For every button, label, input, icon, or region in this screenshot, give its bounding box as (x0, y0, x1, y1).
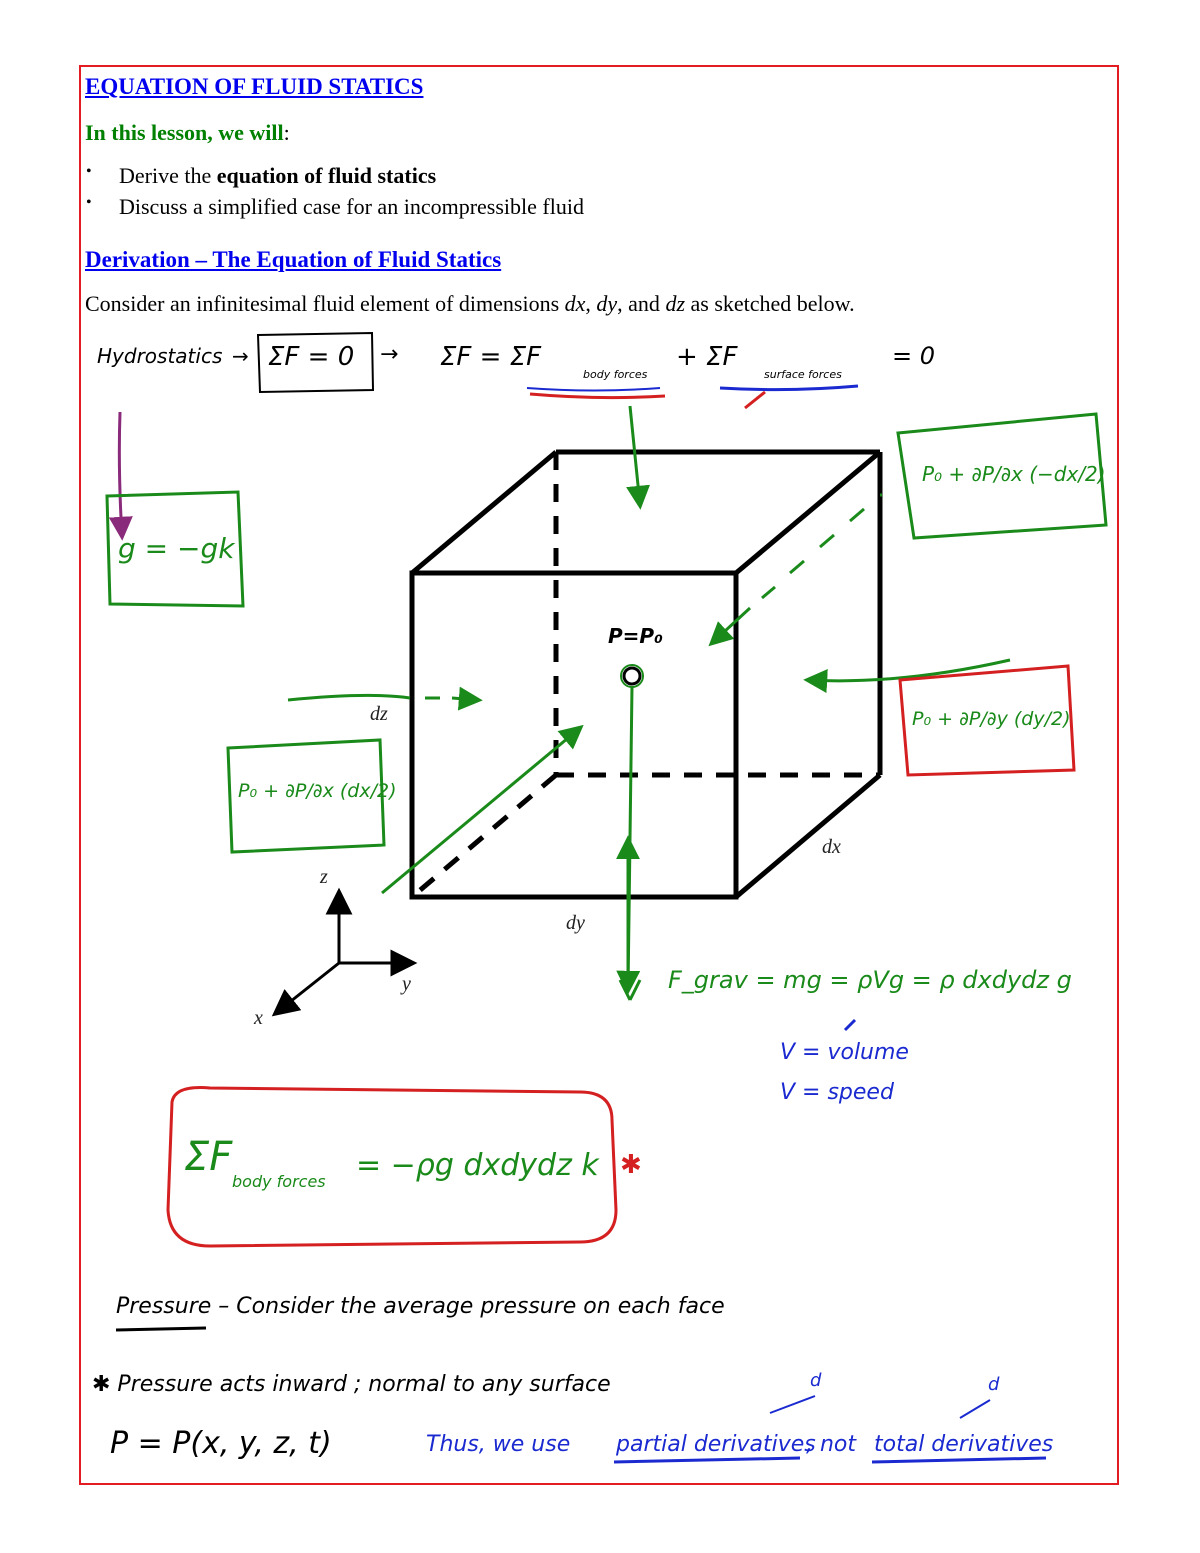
dy-label: dy (566, 912, 585, 934)
right-mid-box-text: P₀ + ∂P/∂y (dy/2) (912, 708, 1071, 730)
d-mark: d (988, 1374, 1000, 1395)
surface-force-arrow (630, 406, 640, 505)
x-axis (276, 963, 339, 1013)
body-underline (530, 394, 665, 398)
plus-sum: + ΣF (676, 342, 738, 372)
d-mark: d (810, 1370, 822, 1391)
not-text: , not (806, 1432, 857, 1457)
equals-zero: = 0 (892, 342, 936, 370)
total-derivatives-text: total derivatives (874, 1432, 1054, 1457)
sum-forces-eq: ΣF = ΣF (440, 342, 542, 372)
z-label: z (320, 866, 328, 888)
x-label: x (254, 1007, 263, 1029)
dz-label: dz (370, 703, 388, 725)
pressure-function: P = P(x, y, z, t) (110, 1426, 332, 1461)
bullet-text: Derive the (119, 163, 217, 188)
section-heading: Derivation – The Equation of Fluid Statics (85, 247, 502, 272)
right-mid-pressure-arrow (808, 660, 1010, 681)
bullet-dot: • (86, 194, 92, 211)
pressure-consider: – Consider the average pressure on each face (211, 1294, 725, 1319)
y-label: y (402, 973, 411, 995)
partial-underline (614, 1458, 800, 1462)
g-vector-text: g = −gk (118, 532, 235, 565)
p-equals-p0: P=P₀ (608, 624, 663, 648)
hydro-equation: ΣF = 0 (268, 342, 355, 372)
cube-front-face (412, 573, 736, 897)
v-speed: V = speed (780, 1080, 894, 1105)
total-underline (872, 1458, 1046, 1462)
body-forces-rhs: = −ρg dxdydz k (356, 1148, 599, 1183)
arrow-text: → (380, 342, 399, 367)
center-point (624, 668, 640, 684)
para-end: as sketched below. (685, 291, 855, 316)
bullet-bold: equation of fluid statics (216, 163, 437, 188)
para-sep: , (585, 291, 597, 316)
star-mark: ✱ (620, 1150, 642, 1180)
cube (412, 452, 880, 897)
dz-arrow (288, 695, 478, 700)
surface-underline (720, 386, 858, 390)
dx-label: dx (822, 836, 841, 858)
partial-derivatives-text: partial derivatives (616, 1432, 816, 1457)
intro-colon: : (283, 120, 290, 145)
pressure-note (116, 1294, 725, 1319)
volume-tick (845, 1020, 855, 1030)
para-text: Consider an infinitesimal fluid element of dimensions (85, 291, 565, 316)
intro-text: In this lesson, we will (85, 120, 284, 145)
pressure-inward-note: ✱ Pressure acts inward ; normal to any surface (92, 1372, 611, 1397)
body-forces-sum: ΣF (184, 1134, 233, 1180)
bullet-dot: • (86, 163, 92, 180)
hydrostatics-word: Hydrostatics (97, 344, 223, 368)
left-box-text: P₀ + ∂P/∂x (dx/2) (238, 780, 397, 802)
arrow-text: → (232, 344, 249, 368)
para-sep: , and (617, 291, 666, 316)
pressure-word: Pressure (116, 1294, 212, 1319)
cube-edge (412, 452, 556, 573)
surface-forces-sub: surface forces (764, 368, 842, 381)
para-dy: dy (596, 291, 618, 316)
para-dz: dz (665, 291, 685, 316)
v-volume: V = volume (780, 1040, 909, 1065)
cube-hidden-edge (412, 775, 556, 897)
cube-edge (736, 775, 880, 897)
coordinate-axes (276, 893, 412, 1013)
red-tick (745, 392, 765, 408)
thus-text: Thus, we use (426, 1432, 571, 1457)
bullet-text: Discuss a simplified case for an incompressible fluid (119, 194, 584, 219)
pressure-underline (116, 1328, 206, 1330)
body-forces-sub: body forces (583, 368, 648, 381)
right-top-box-text: P₀ + ∂P/∂x (−dx/2) (922, 462, 1106, 486)
gravity-force-eq: F_grav = mg = ρVg = ρ dxdydz g (668, 966, 1072, 994)
para-dx: dx (564, 291, 586, 316)
g-arrow (119, 412, 122, 536)
page-title: EQUATION OF FLUID STATICS (85, 74, 424, 99)
body-forces-subscript: body forces (232, 1172, 326, 1191)
